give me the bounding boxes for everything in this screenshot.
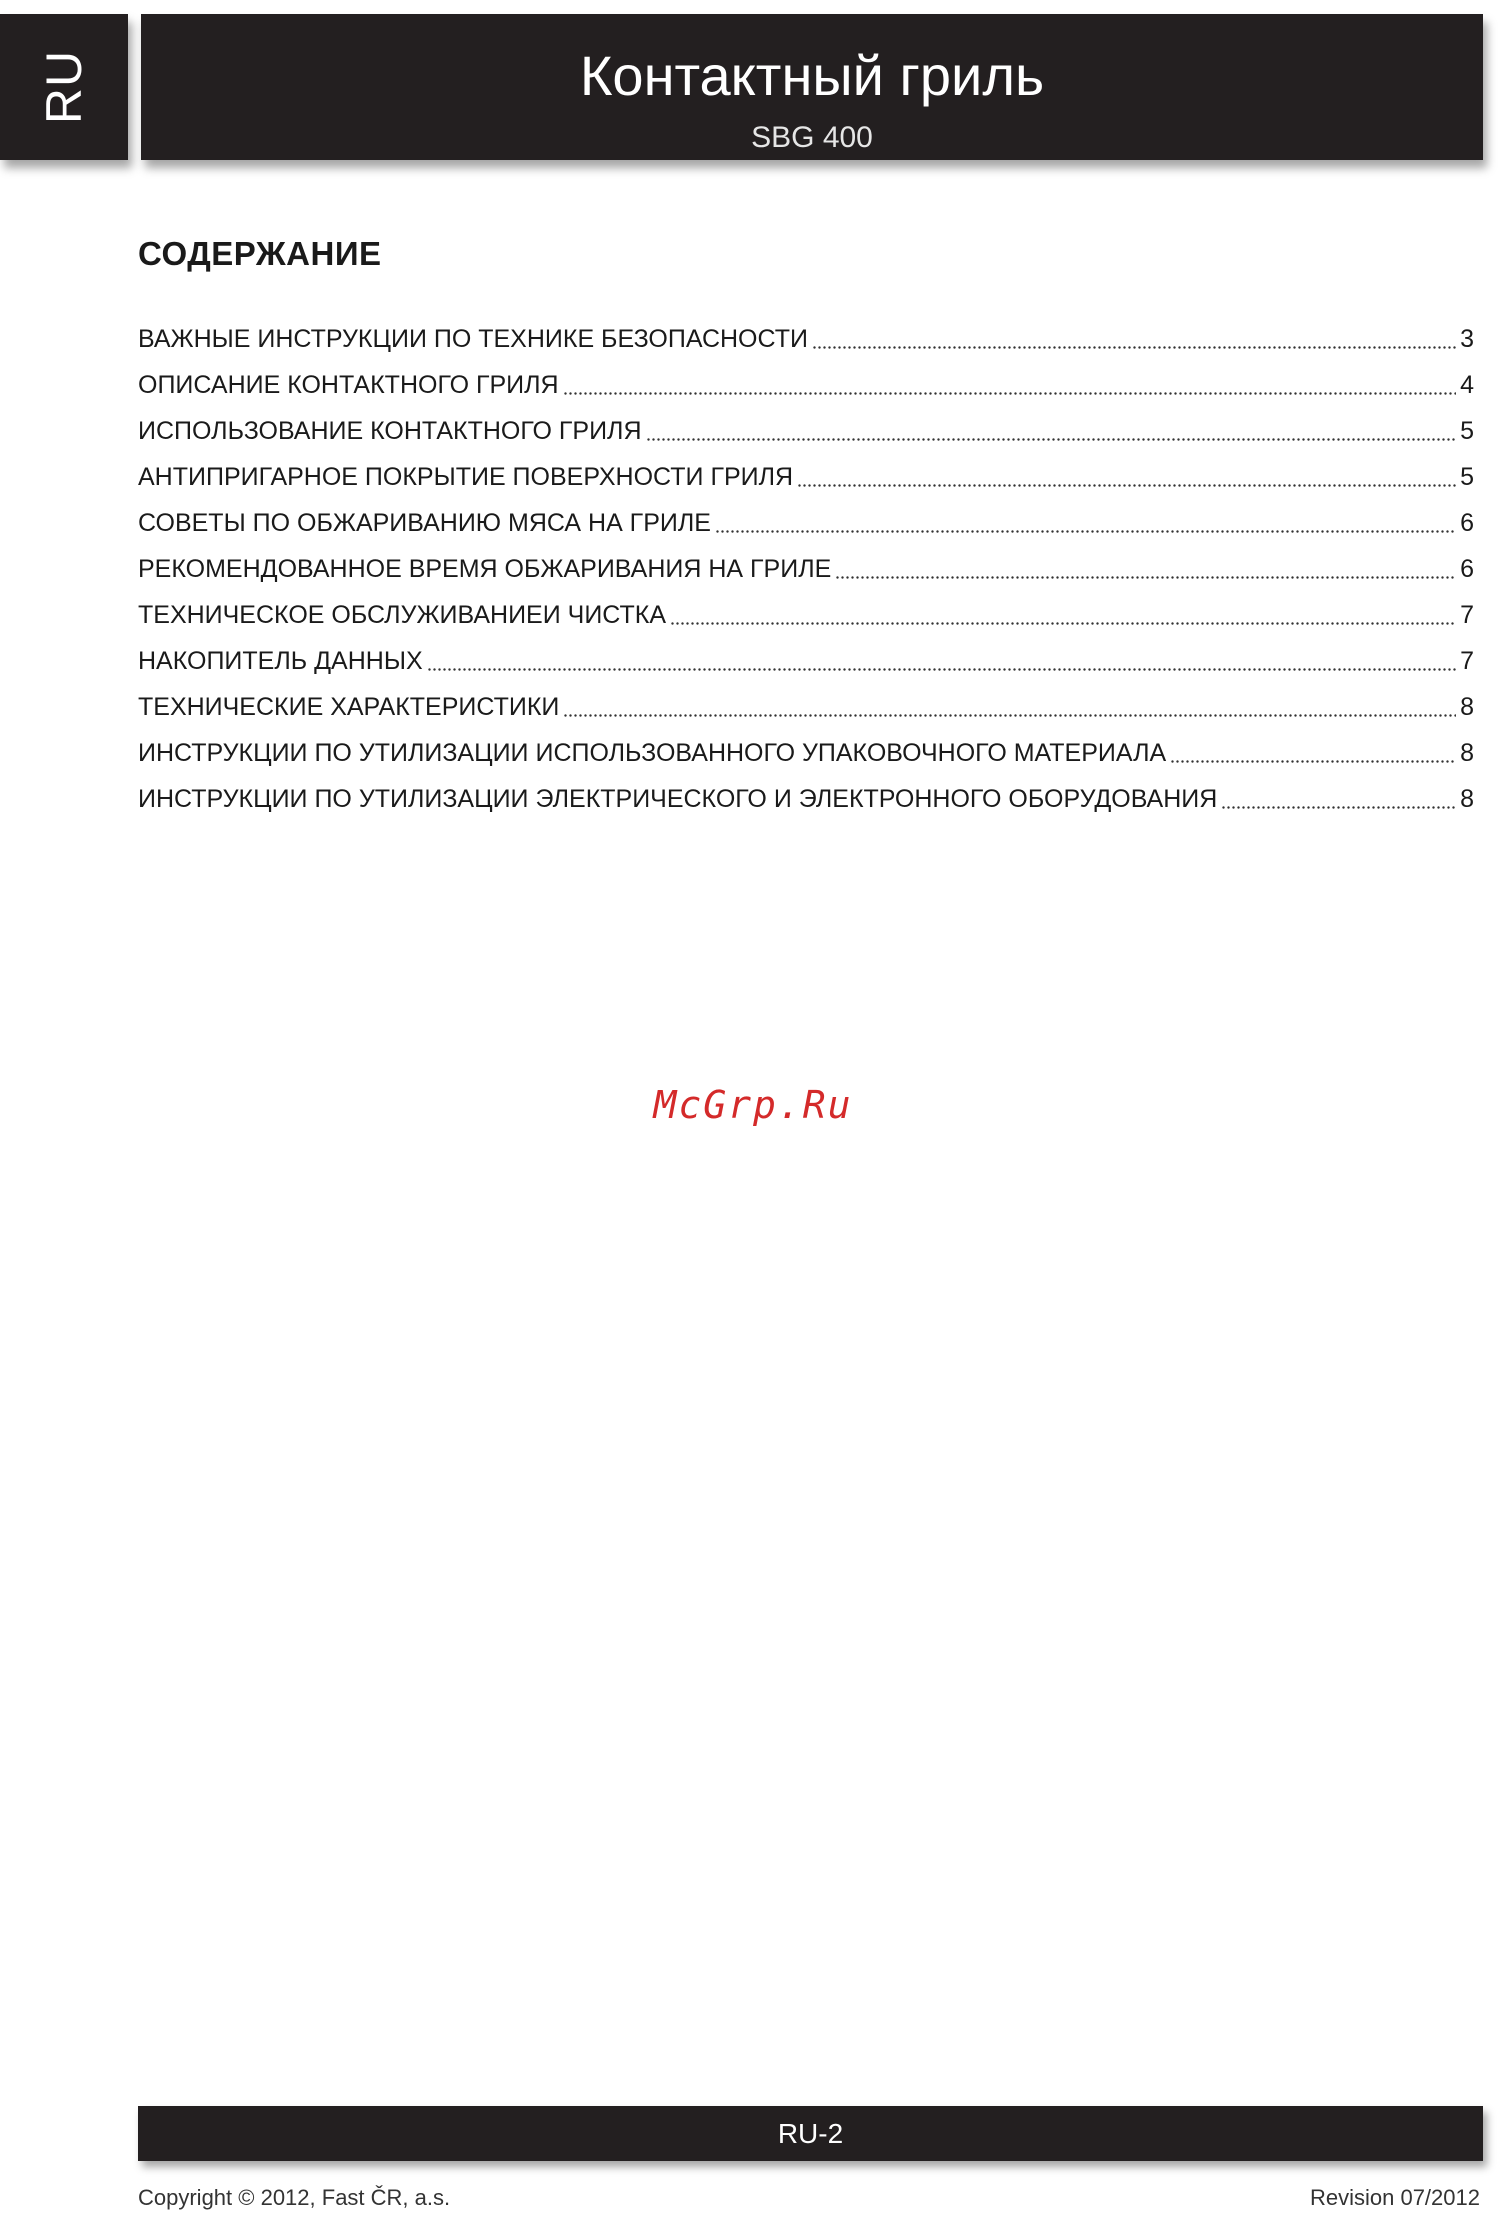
toc-entry-label: СОВЕТЫ ПО ОБЖАРИВАНИЮ МЯСА НА ГРИЛЕ	[138, 509, 711, 537]
toc-entry[interactable]	[138, 362, 1474, 408]
dot-leader	[646, 438, 1457, 441]
toc-entry-page: 6	[1460, 509, 1474, 537]
page-number: RU-2	[777, 2118, 844, 2149]
toc-entry-page: 6	[1460, 555, 1474, 583]
toc-entry-page: 5	[1460, 417, 1474, 445]
document-title: Контактный гриль	[579, 44, 1045, 107]
toc-entry[interactable]	[138, 500, 1474, 546]
toc-entry-label: ИНСТРУКЦИИ ПО УТИЛИЗАЦИИ ЭЛЕКТРИЧЕСКОГО И ЭЛЕКТРОННОГО ОБОРУДОВАНИЯ	[138, 785, 1218, 813]
toc-entry-page: 3	[1460, 325, 1474, 353]
watermark: McGrp.Ru	[653, 1083, 853, 1127]
toc-entry[interactable]	[138, 776, 1474, 822]
dot-leader	[812, 346, 1456, 349]
language-code: RU	[36, 49, 92, 125]
toc-entry-page: 7	[1460, 647, 1474, 675]
dot-leader	[1221, 806, 1456, 809]
table-of-contents	[138, 316, 1474, 822]
dot-leader	[797, 484, 1456, 487]
toc-entry-page: 7	[1460, 601, 1474, 629]
dot-leader	[563, 392, 1456, 395]
dot-leader	[715, 530, 1456, 533]
toc-entry[interactable]	[138, 592, 1474, 638]
toc-entry-label: ИСПОЛЬЗОВАНИЕ КОНТАКТНОГО ГРИЛЯ	[138, 417, 642, 445]
language-tab	[0, 14, 128, 160]
dot-leader	[427, 668, 1456, 671]
toc-entry-label: ТЕХНИЧЕСКИЕ ХАРАКТЕРИСТИКИ	[138, 693, 560, 721]
toc-entry-page: 4	[1460, 371, 1474, 399]
toc-entry[interactable]	[138, 638, 1474, 684]
toc-entry[interactable]	[138, 730, 1474, 776]
dot-leader	[1170, 760, 1456, 763]
toc-entry[interactable]	[138, 316, 1474, 362]
dot-leader	[835, 576, 1456, 579]
dot-leader	[670, 622, 1456, 625]
toc-entry-page: 5	[1460, 463, 1474, 491]
toc-entry[interactable]	[138, 684, 1474, 730]
toc-entry-label: АНТИПРИГАРНОЕ ПОКРЫТИЕ ПОВЕРХНОСТИ ГРИЛЯ	[138, 463, 794, 491]
toc-entry-label: ТЕХНИЧЕСКОЕ ОБСЛУЖИВАНИЕИ ЧИСТКА	[138, 601, 667, 629]
toc-entry-label: ВАЖНЫЕ ИНСТРУКЦИИ ПО ТЕХНИКЕ БЕЗОПАСНОСТИ	[138, 325, 808, 353]
toc-entry-page: 8	[1460, 785, 1474, 813]
revision-label: Revision 07/2012	[1309, 2185, 1480, 2210]
toc-entry-label: ИНСТРУКЦИИ ПО УТИЛИЗАЦИИ ИСПОЛЬЗОВАННОГО УПАКОВОЧНОГО МАТЕРИАЛА	[138, 739, 1167, 767]
footer-bar	[138, 2106, 1483, 2161]
toc-entry-label: НАКОПИТЕЛЬ ДАННЫХ	[138, 647, 423, 675]
title-bar	[141, 14, 1483, 160]
toc-entry[interactable]	[138, 454, 1474, 500]
toc-entry[interactable]	[138, 408, 1474, 454]
toc-entry[interactable]	[138, 546, 1474, 592]
toc-entry-label: РЕКОМЕНДОВАННОЕ ВРЕМЯ ОБЖАРИВАНИЯ НА ГРИЛЕ	[138, 555, 832, 583]
toc-entry-page: 8	[1460, 693, 1474, 721]
copyright-notice: Copyright © 2012, Fast ČR, a.s.	[138, 2185, 451, 2210]
dot-leader	[563, 714, 1456, 717]
toc-heading: СОДЕРЖАНИЕ	[138, 235, 382, 272]
toc-entry-page: 8	[1460, 739, 1474, 767]
toc-entry-label: ОПИСАНИЕ КОНТАКТНОГО ГРИЛЯ	[138, 371, 559, 399]
model-number: SBG 400	[751, 121, 873, 154]
